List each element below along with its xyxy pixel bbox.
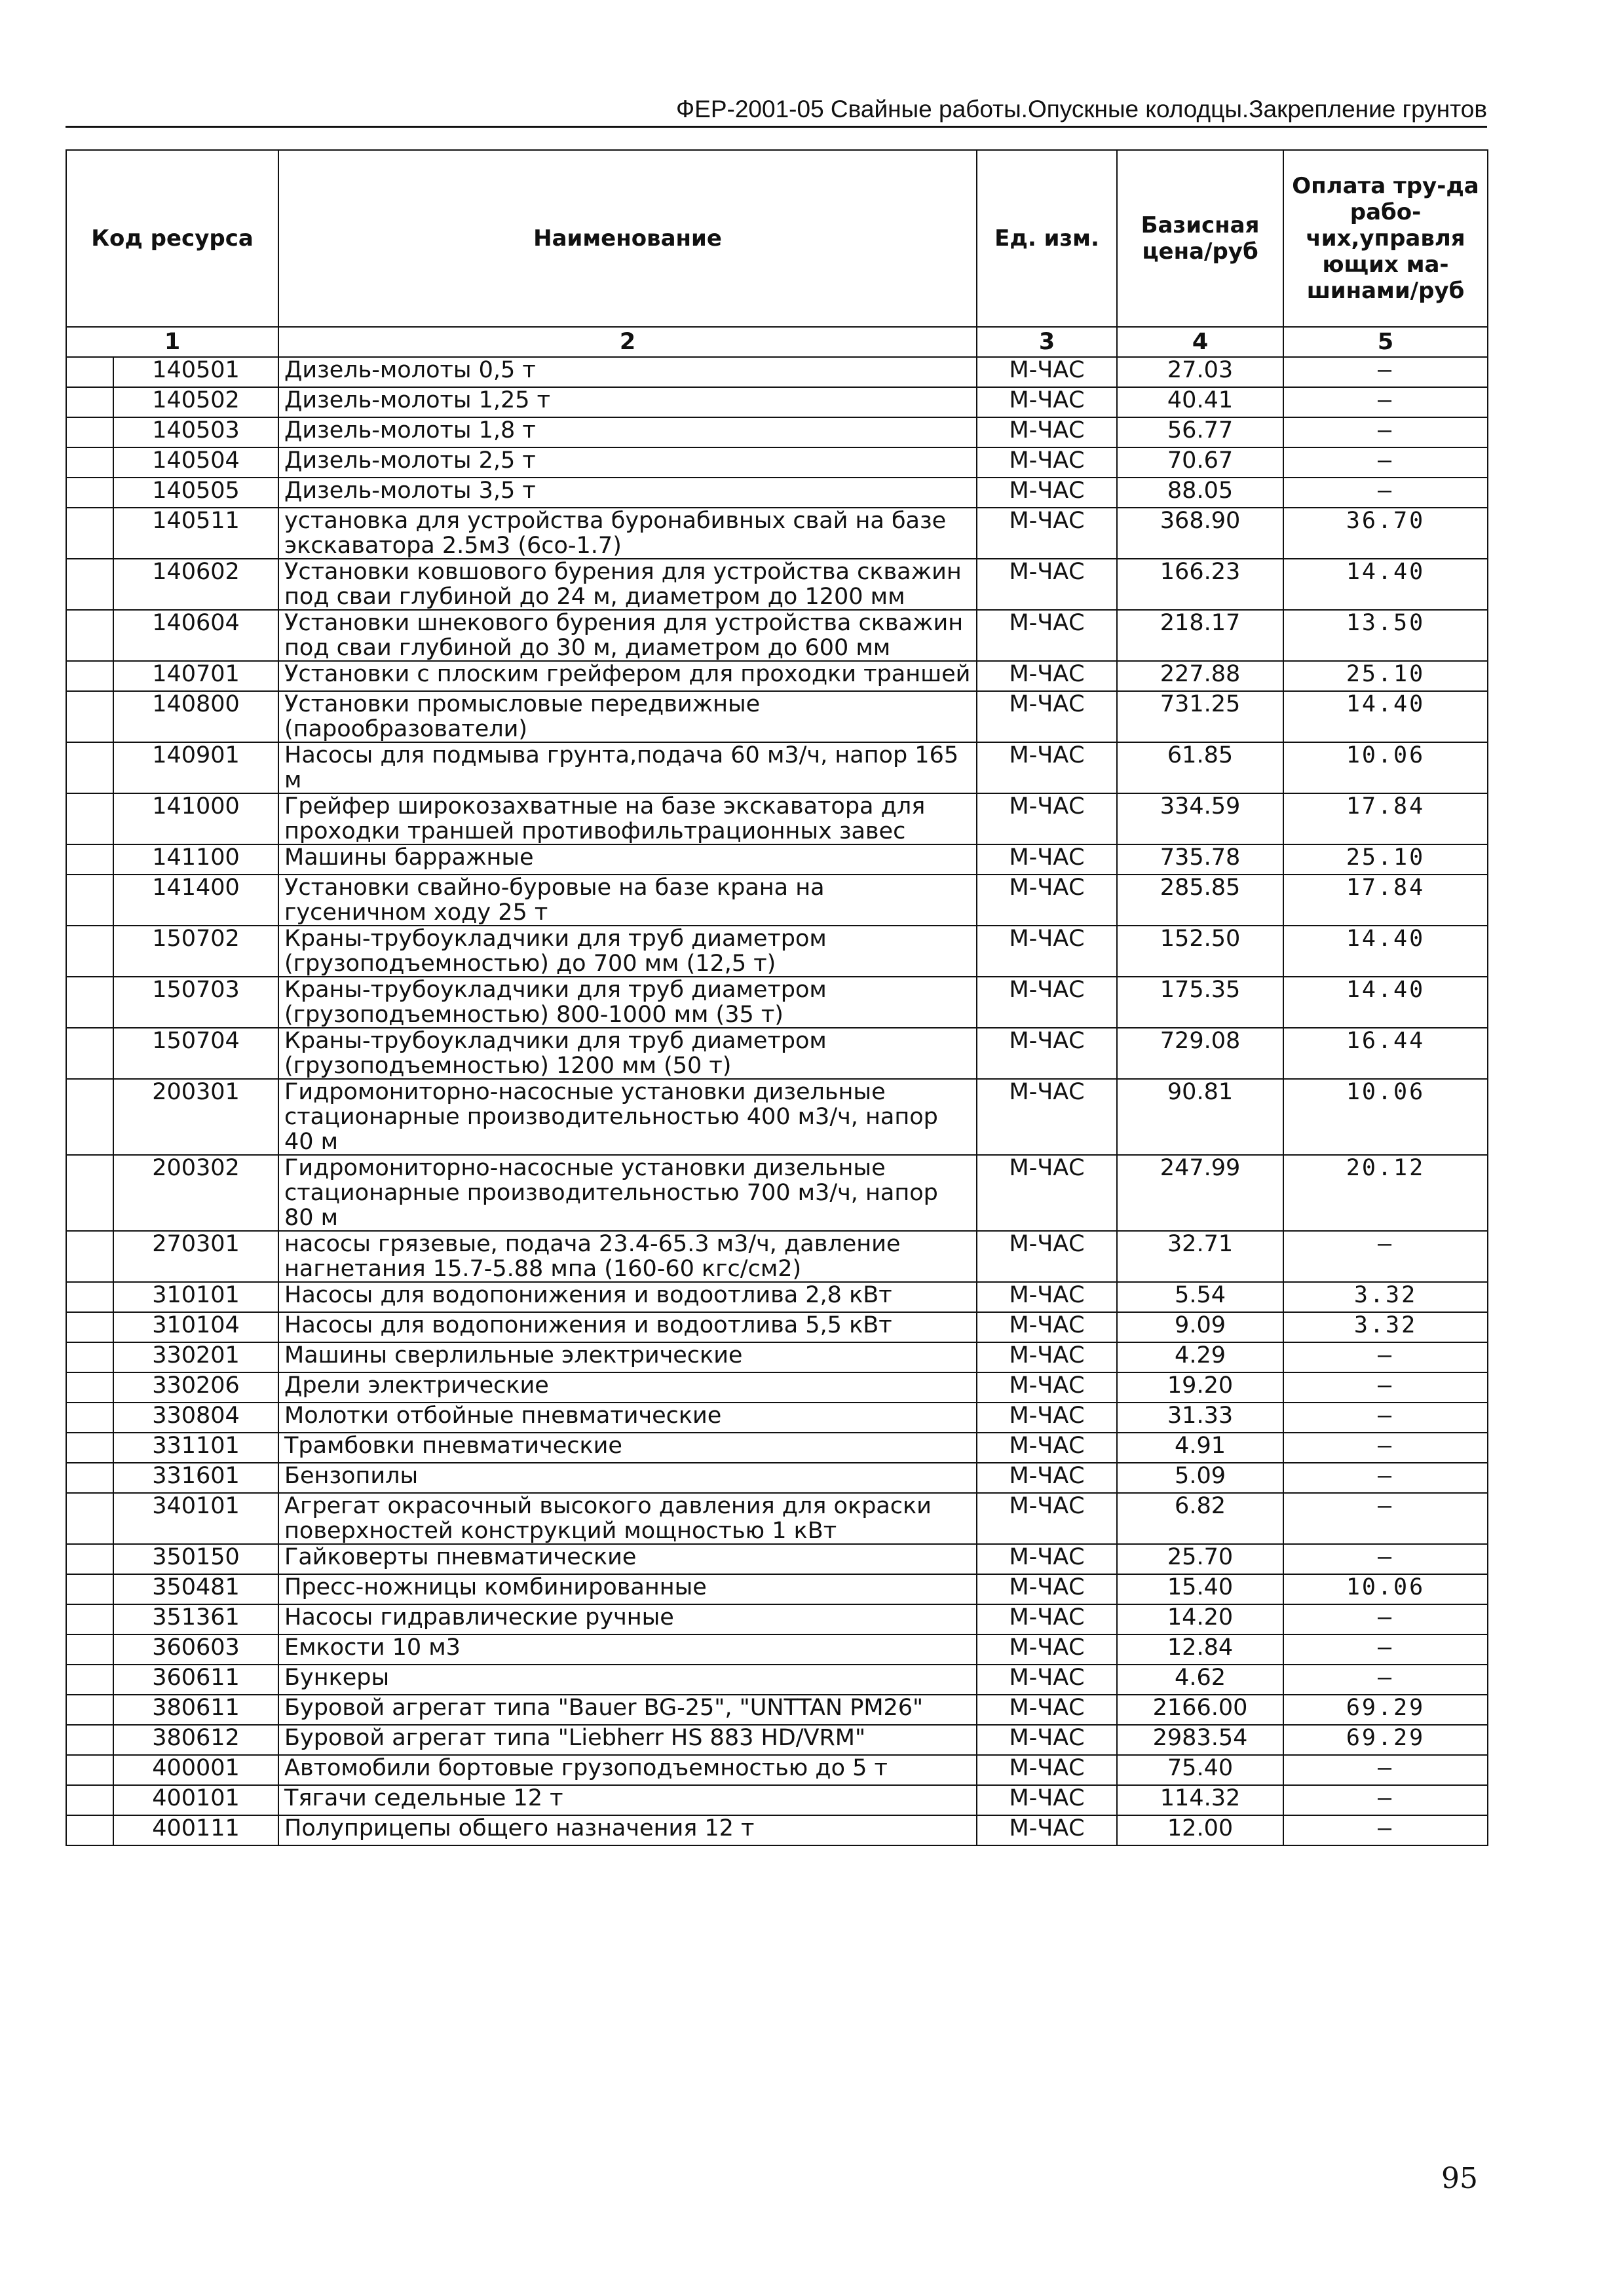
row-spacer-cell xyxy=(66,844,113,875)
operator-wage-cell: – xyxy=(1283,1604,1488,1634)
row-spacer-cell xyxy=(66,508,113,559)
row-spacer-cell xyxy=(66,1634,113,1665)
unit-cell: М-ЧАС xyxy=(977,661,1117,691)
table-row xyxy=(66,1574,1488,1604)
resource-code-cell: 141400 xyxy=(113,875,278,926)
base-price-cell: 731.25 xyxy=(1117,691,1283,742)
base-price-cell: 368.90 xyxy=(1117,508,1283,559)
table-row xyxy=(66,387,1488,417)
operator-wage-cell: – xyxy=(1283,417,1488,447)
operator-wage-cell: – xyxy=(1283,1342,1488,1372)
operator-wage-cell: – xyxy=(1283,1372,1488,1403)
resource-code-cell: 150702 xyxy=(113,926,278,977)
resource-code-cell: 330201 xyxy=(113,1342,278,1372)
resource-code-cell: 140511 xyxy=(113,508,278,559)
base-price-cell: 32.71 xyxy=(1117,1231,1283,1282)
operator-wage-cell: 69.29 xyxy=(1283,1695,1488,1725)
resource-name-cell: Тягачи седельные 12 т xyxy=(278,1785,977,1815)
resource-name-cell: Краны-трубоукладчики для труб диаметром (грузоподъемностью) 800-1000 мм (35 т) xyxy=(278,977,977,1028)
column-header-unit: Ед. изм. xyxy=(977,150,1117,327)
base-price-cell: 88.05 xyxy=(1117,478,1283,508)
table-row xyxy=(66,447,1488,478)
resource-name-cell: Автомобили бортовые грузоподъемностью до 5 т xyxy=(278,1755,977,1785)
table-row xyxy=(66,1155,1488,1231)
table-row xyxy=(66,1403,1488,1433)
resource-code-cell: 200301 xyxy=(113,1079,278,1155)
resource-name-cell: Установки с плоским грейфером для проходки траншей xyxy=(278,661,977,691)
unit-cell: М-ЧАС xyxy=(977,742,1117,793)
resource-code-cell: 140701 xyxy=(113,661,278,691)
row-spacer-cell xyxy=(66,1312,113,1342)
base-price-cell: 25.70 xyxy=(1117,1544,1283,1574)
base-price-cell: 166.23 xyxy=(1117,559,1283,610)
operator-wage-cell: 10.06 xyxy=(1283,742,1488,793)
row-spacer-cell xyxy=(66,1695,113,1725)
resource-code-cell: 141100 xyxy=(113,844,278,875)
resource-name-cell: Насосы для подмыва грунта,подача 60 м3/ч, напор 165 м xyxy=(278,742,977,793)
row-spacer-cell xyxy=(66,1028,113,1079)
unit-cell: М-ЧАС xyxy=(977,1155,1117,1231)
row-spacer-cell xyxy=(66,793,113,844)
table-row xyxy=(66,742,1488,793)
resource-name-cell: Установки свайно-буровые на базе крана на гусеничном ходу 25 т xyxy=(278,875,977,926)
resource-code-cell: 340101 xyxy=(113,1493,278,1544)
base-price-cell: 14.20 xyxy=(1117,1604,1283,1634)
resource-code-cell: 140604 xyxy=(113,610,278,661)
resource-name-cell: Дизель-молоты 2,5 т xyxy=(278,447,977,478)
base-price-cell: 114.32 xyxy=(1117,1785,1283,1815)
unit-cell: М-ЧАС xyxy=(977,1433,1117,1463)
base-price-cell: 735.78 xyxy=(1117,844,1283,875)
resource-name-cell: Краны-трубоукладчики для труб диаметром (грузоподъемностью) 1200 мм (50 т) xyxy=(278,1028,977,1079)
resource-code-cell: 350150 xyxy=(113,1544,278,1574)
base-price-cell: 175.35 xyxy=(1117,977,1283,1028)
operator-wage-cell: 25.10 xyxy=(1283,844,1488,875)
resource-code-cell: 380612 xyxy=(113,1725,278,1755)
row-spacer-cell xyxy=(66,1463,113,1493)
unit-cell: М-ЧАС xyxy=(977,1815,1117,1845)
resource-code-cell: 140800 xyxy=(113,691,278,742)
operator-wage-cell: 25.10 xyxy=(1283,661,1488,691)
resource-name-cell: Краны-трубоукладчики для труб диаметром (грузоподъемностью) до 700 мм (12,5 т) xyxy=(278,926,977,977)
unit-cell: М-ЧАС xyxy=(977,1403,1117,1433)
resource-name-cell: Грейфер широкозахватные на базе экскаватора для проходки траншей противофильтрационных завес xyxy=(278,793,977,844)
resource-name-cell: Насосы для водопонижения и водоотлива 2,8 кВт xyxy=(278,1282,977,1312)
unit-cell: М-ЧАС xyxy=(977,793,1117,844)
row-spacer-cell xyxy=(66,1725,113,1755)
row-spacer-cell xyxy=(66,1282,113,1312)
table-row xyxy=(66,1433,1488,1463)
row-spacer-cell xyxy=(66,1433,113,1463)
base-price-cell: 9.09 xyxy=(1117,1312,1283,1342)
resource-code-cell: 150703 xyxy=(113,977,278,1028)
resource-name-cell: Гидромониторно-насосные установки дизельные стационарные производительностью 700 м3/ч, напор 80 м xyxy=(278,1155,977,1231)
base-price-cell: 15.40 xyxy=(1117,1574,1283,1604)
unit-cell: М-ЧАС xyxy=(977,1342,1117,1372)
resource-name-cell: насосы грязевые, подача 23.4-65.3 м3/ч, давление нагнетания 15.7-5.88 мпа (160-60 кгс/см2) xyxy=(278,1231,977,1282)
operator-wage-cell: – xyxy=(1283,357,1488,387)
row-spacer-cell xyxy=(66,447,113,478)
table-row xyxy=(66,1634,1488,1665)
operator-wage-cell: – xyxy=(1283,1755,1488,1785)
operator-wage-cell: – xyxy=(1283,1544,1488,1574)
operator-wage-cell: 20.12 xyxy=(1283,1155,1488,1231)
row-spacer-cell xyxy=(66,1493,113,1544)
row-spacer-cell xyxy=(66,1403,113,1433)
resource-code-cell: 360611 xyxy=(113,1665,278,1695)
table-row xyxy=(66,1695,1488,1725)
operator-wage-cell: 16.44 xyxy=(1283,1028,1488,1079)
operator-wage-cell: 13.50 xyxy=(1283,610,1488,661)
row-spacer-cell xyxy=(66,387,113,417)
unit-cell: М-ЧАС xyxy=(977,1604,1117,1634)
resource-code-cell: 140901 xyxy=(113,742,278,793)
table-row xyxy=(66,559,1488,610)
unit-cell: М-ЧАС xyxy=(977,508,1117,559)
resource-name-cell: установка для устройства буронабивных свай на базе экскаватора 2.5м3 (6со-1.7) xyxy=(278,508,977,559)
row-spacer-cell xyxy=(66,559,113,610)
table-row xyxy=(66,844,1488,875)
operator-wage-cell: – xyxy=(1283,1493,1488,1544)
unit-cell: М-ЧАС xyxy=(977,387,1117,417)
table-row xyxy=(66,357,1488,387)
operator-wage-cell: – xyxy=(1283,1463,1488,1493)
resource-code-cell: 140501 xyxy=(113,357,278,387)
row-spacer-cell xyxy=(66,610,113,661)
resource-code-cell: 331101 xyxy=(113,1433,278,1463)
resource-code-cell: 380611 xyxy=(113,1695,278,1725)
base-price-cell: 31.33 xyxy=(1117,1403,1283,1433)
table-row xyxy=(66,1231,1488,1282)
operator-wage-cell: – xyxy=(1283,1433,1488,1463)
resource-name-cell: Установки промысловые передвижные (парообразователи) xyxy=(278,691,977,742)
resource-code-cell: 140505 xyxy=(113,478,278,508)
operator-wage-cell: 3.32 xyxy=(1283,1282,1488,1312)
table-row xyxy=(66,1312,1488,1342)
unit-cell: М-ЧАС xyxy=(977,417,1117,447)
resource-name-cell: Пресс-ножницы комбинированные xyxy=(278,1574,977,1604)
operator-wage-cell: – xyxy=(1283,1815,1488,1845)
resource-code-cell: 360603 xyxy=(113,1634,278,1665)
column-number: 1 xyxy=(66,327,278,357)
resource-table xyxy=(66,149,1488,1846)
base-price-cell: 247.99 xyxy=(1117,1155,1283,1231)
row-spacer-cell xyxy=(66,1544,113,1574)
base-price-cell: 4.91 xyxy=(1117,1433,1283,1463)
table-row xyxy=(66,793,1488,844)
resource-code-cell: 310104 xyxy=(113,1312,278,1342)
operator-wage-cell: – xyxy=(1283,1665,1488,1695)
document-title: ФЕР-2001-05 Свайные работы.Опускные колодцы.Закрепление грунтов xyxy=(676,96,1487,123)
base-price-cell: 2166.00 xyxy=(1117,1695,1283,1725)
table-row xyxy=(66,1493,1488,1544)
operator-wage-cell: 17.84 xyxy=(1283,875,1488,926)
resource-name-cell: Полуприцепы общего назначения 12 т xyxy=(278,1815,977,1845)
unit-cell: М-ЧАС xyxy=(977,1493,1117,1544)
unit-cell: М-ЧАС xyxy=(977,926,1117,977)
operator-wage-cell: 10.06 xyxy=(1283,1079,1488,1155)
resource-name-cell: Молотки отбойные пневматические xyxy=(278,1403,977,1433)
table-row xyxy=(66,691,1488,742)
column-header-code: Код ресурса xyxy=(66,150,278,327)
table-row xyxy=(66,417,1488,447)
unit-cell: М-ЧАС xyxy=(977,559,1117,610)
table-row xyxy=(66,1544,1488,1574)
unit-cell: М-ЧАС xyxy=(977,1372,1117,1403)
unit-cell: М-ЧАС xyxy=(977,1231,1117,1282)
table-body xyxy=(66,327,1488,1845)
column-number: 5 xyxy=(1283,327,1488,357)
resource-name-cell: Дизель-молоты 0,5 т xyxy=(278,357,977,387)
row-spacer-cell xyxy=(66,1342,113,1372)
column-number: 2 xyxy=(278,327,977,357)
row-spacer-cell xyxy=(66,875,113,926)
base-price-cell: 12.00 xyxy=(1117,1815,1283,1845)
resource-code-cell: 200302 xyxy=(113,1155,278,1231)
unit-cell: М-ЧАС xyxy=(977,1785,1117,1815)
resource-code-cell: 310101 xyxy=(113,1282,278,1312)
unit-cell: М-ЧАС xyxy=(977,1544,1117,1574)
operator-wage-cell: – xyxy=(1283,387,1488,417)
operator-wage-cell: – xyxy=(1283,1403,1488,1433)
table-row xyxy=(66,1815,1488,1845)
resource-code-cell: 270301 xyxy=(113,1231,278,1282)
table-row xyxy=(66,1755,1488,1785)
column-header-name: Наименование xyxy=(278,150,977,327)
unit-cell: М-ЧАС xyxy=(977,1463,1117,1493)
operator-wage-cell: 14.40 xyxy=(1283,559,1488,610)
row-spacer-cell xyxy=(66,1372,113,1403)
row-spacer-cell xyxy=(66,1815,113,1845)
resource-name-cell: Бункеры xyxy=(278,1665,977,1695)
base-price-cell: 729.08 xyxy=(1117,1028,1283,1079)
base-price-cell: 2983.54 xyxy=(1117,1725,1283,1755)
resource-code-cell: 400101 xyxy=(113,1785,278,1815)
resource-name-cell: Дрели электрические xyxy=(278,1372,977,1403)
resource-code-cell: 140502 xyxy=(113,387,278,417)
unit-cell: М-ЧАС xyxy=(977,1725,1117,1755)
operator-wage-cell: 14.40 xyxy=(1283,691,1488,742)
base-price-cell: 27.03 xyxy=(1117,357,1283,387)
resource-name-cell: Дизель-молоты 3,5 т xyxy=(278,478,977,508)
table-row xyxy=(66,1785,1488,1815)
row-spacer-cell xyxy=(66,357,113,387)
operator-wage-cell: 14.40 xyxy=(1283,977,1488,1028)
table-row xyxy=(66,478,1488,508)
unit-cell: М-ЧАС xyxy=(977,1079,1117,1155)
operator-wage-cell: 3.32 xyxy=(1283,1312,1488,1342)
resource-name-cell: Дизель-молоты 1,8 т xyxy=(278,417,977,447)
resource-name-cell: Дизель-молоты 1,25 т xyxy=(278,387,977,417)
base-price-cell: 218.17 xyxy=(1117,610,1283,661)
table-row xyxy=(66,1079,1488,1155)
table-row xyxy=(66,977,1488,1028)
base-price-cell: 19.20 xyxy=(1117,1372,1283,1403)
base-price-cell: 90.81 xyxy=(1117,1079,1283,1155)
unit-cell: М-ЧАС xyxy=(977,1282,1117,1312)
unit-cell: М-ЧАС xyxy=(977,844,1117,875)
row-spacer-cell xyxy=(66,977,113,1028)
base-price-cell: 4.62 xyxy=(1117,1665,1283,1695)
base-price-cell: 5.09 xyxy=(1117,1463,1283,1493)
base-price-cell: 4.29 xyxy=(1117,1342,1283,1372)
column-number: 3 xyxy=(977,327,1117,357)
row-spacer-cell xyxy=(66,1231,113,1282)
column-number-row xyxy=(66,327,1488,357)
base-price-cell: 40.41 xyxy=(1117,387,1283,417)
resource-code-cell: 331601 xyxy=(113,1463,278,1493)
unit-cell: М-ЧАС xyxy=(977,977,1117,1028)
base-price-cell: 152.50 xyxy=(1117,926,1283,977)
table-row xyxy=(66,1342,1488,1372)
unit-cell: М-ЧАС xyxy=(977,1028,1117,1079)
table-row xyxy=(66,1028,1488,1079)
unit-cell: М-ЧАС xyxy=(977,478,1117,508)
table-row xyxy=(66,1372,1488,1403)
resource-name-cell: Машины барражные xyxy=(278,844,977,875)
table-row xyxy=(66,926,1488,977)
table-row xyxy=(66,1282,1488,1312)
row-spacer-cell xyxy=(66,1574,113,1604)
unit-cell: М-ЧАС xyxy=(977,610,1117,661)
column-number: 4 xyxy=(1117,327,1283,357)
operator-wage-cell: – xyxy=(1283,1785,1488,1815)
resource-code-cell: 400001 xyxy=(113,1755,278,1785)
base-price-cell: 56.77 xyxy=(1117,417,1283,447)
table-header-row xyxy=(66,150,1488,327)
unit-cell: М-ЧАС xyxy=(977,1634,1117,1665)
resource-name-cell: Агрегат окрасочный высокого давления для окраски поверхностей конструкций мощностью 1 кВт xyxy=(278,1493,977,1544)
base-price-cell: 285.85 xyxy=(1117,875,1283,926)
table-row xyxy=(66,1604,1488,1634)
operator-wage-cell: – xyxy=(1283,1231,1488,1282)
resource-name-cell: Буровой агрегат типа "Bauer BG-25", "UNTTAN PM26" xyxy=(278,1695,977,1725)
row-spacer-cell xyxy=(66,926,113,977)
table-row xyxy=(66,1665,1488,1695)
base-price-cell: 75.40 xyxy=(1117,1755,1283,1785)
unit-cell: М-ЧАС xyxy=(977,1312,1117,1342)
resource-name-cell: Буровой агрегат типа "Liebherr HS 883 HD/VRM" xyxy=(278,1725,977,1755)
resource-code-cell: 351361 xyxy=(113,1604,278,1634)
resource-code-cell: 140602 xyxy=(113,559,278,610)
resource-code-cell: 330804 xyxy=(113,1403,278,1433)
row-spacer-cell xyxy=(66,1665,113,1695)
resource-code-cell: 140503 xyxy=(113,417,278,447)
base-price-cell: 70.67 xyxy=(1117,447,1283,478)
unit-cell: М-ЧАС xyxy=(977,1755,1117,1785)
base-price-cell: 61.85 xyxy=(1117,742,1283,793)
resource-code-cell: 140504 xyxy=(113,447,278,478)
unit-cell: М-ЧАС xyxy=(977,1574,1117,1604)
table-row xyxy=(66,508,1488,559)
row-spacer-cell xyxy=(66,1604,113,1634)
unit-cell: М-ЧАС xyxy=(977,447,1117,478)
operator-wage-cell: 36.70 xyxy=(1283,508,1488,559)
resource-code-cell: 350481 xyxy=(113,1574,278,1604)
resource-name-cell: Трамбовки пневматические xyxy=(278,1433,977,1463)
unit-cell: М-ЧАС xyxy=(977,875,1117,926)
resource-code-cell: 141000 xyxy=(113,793,278,844)
table-row xyxy=(66,1725,1488,1755)
column-header-price: Базисная цена/руб xyxy=(1117,150,1283,327)
column-header-wage: Оплата тру-да рабо-чих,управля ющих ма-шинами/руб xyxy=(1283,150,1488,327)
operator-wage-cell: 14.40 xyxy=(1283,926,1488,977)
base-price-cell: 12.84 xyxy=(1117,1634,1283,1665)
resource-name-cell: Гидромониторно-насосные установки дизельные стационарные производительностью 400 м3/ч, напор 40 м xyxy=(278,1079,977,1155)
row-spacer-cell xyxy=(66,1755,113,1785)
resource-name-cell: Установки шнекового бурения для устройства скважин под сваи глубиной до 30 м, диаметром до 600 мм xyxy=(278,610,977,661)
table-row xyxy=(66,1463,1488,1493)
table-row xyxy=(66,661,1488,691)
operator-wage-cell: – xyxy=(1283,478,1488,508)
operator-wage-cell: – xyxy=(1283,447,1488,478)
resource-name-cell: Гайковерты пневматические xyxy=(278,1544,977,1574)
resource-name-cell: Насосы для водопонижения и водоотлива 5,5 кВт xyxy=(278,1312,977,1342)
resource-code-cell: 400111 xyxy=(113,1815,278,1845)
unit-cell: М-ЧАС xyxy=(977,1695,1117,1725)
table-row xyxy=(66,610,1488,661)
base-price-cell: 227.88 xyxy=(1117,661,1283,691)
operator-wage-cell: 69.29 xyxy=(1283,1725,1488,1755)
resource-name-cell: Установки ковшового бурения для устройства скважин под сваи глубиной до 24 м, диаметром до 1200 мм xyxy=(278,559,977,610)
page-number: 95 xyxy=(1441,2162,1478,2195)
base-price-cell: 6.82 xyxy=(1117,1493,1283,1544)
operator-wage-cell: 10.06 xyxy=(1283,1574,1488,1604)
unit-cell: М-ЧАС xyxy=(977,691,1117,742)
resource-name-cell: Насосы гидравлические ручные xyxy=(278,1604,977,1634)
row-spacer-cell xyxy=(66,691,113,742)
base-price-cell: 334.59 xyxy=(1117,793,1283,844)
row-spacer-cell xyxy=(66,1079,113,1155)
operator-wage-cell: 17.84 xyxy=(1283,793,1488,844)
resource-name-cell: Емкости 10 м3 xyxy=(278,1634,977,1665)
row-spacer-cell xyxy=(66,1155,113,1231)
resource-name-cell: Машины сверлильные электрические xyxy=(278,1342,977,1372)
row-spacer-cell xyxy=(66,661,113,691)
base-price-cell: 5.54 xyxy=(1117,1282,1283,1312)
unit-cell: М-ЧАС xyxy=(977,357,1117,387)
row-spacer-cell xyxy=(66,478,113,508)
row-spacer-cell xyxy=(66,742,113,793)
operator-wage-cell: – xyxy=(1283,1634,1488,1665)
resource-code-cell: 150704 xyxy=(113,1028,278,1079)
unit-cell: М-ЧАС xyxy=(977,1665,1117,1695)
table-row xyxy=(66,875,1488,926)
resource-code-cell: 330206 xyxy=(113,1372,278,1403)
resource-name-cell: Бензопилы xyxy=(278,1463,977,1493)
row-spacer-cell xyxy=(66,1785,113,1815)
page-header xyxy=(66,92,1487,128)
row-spacer-cell xyxy=(66,417,113,447)
